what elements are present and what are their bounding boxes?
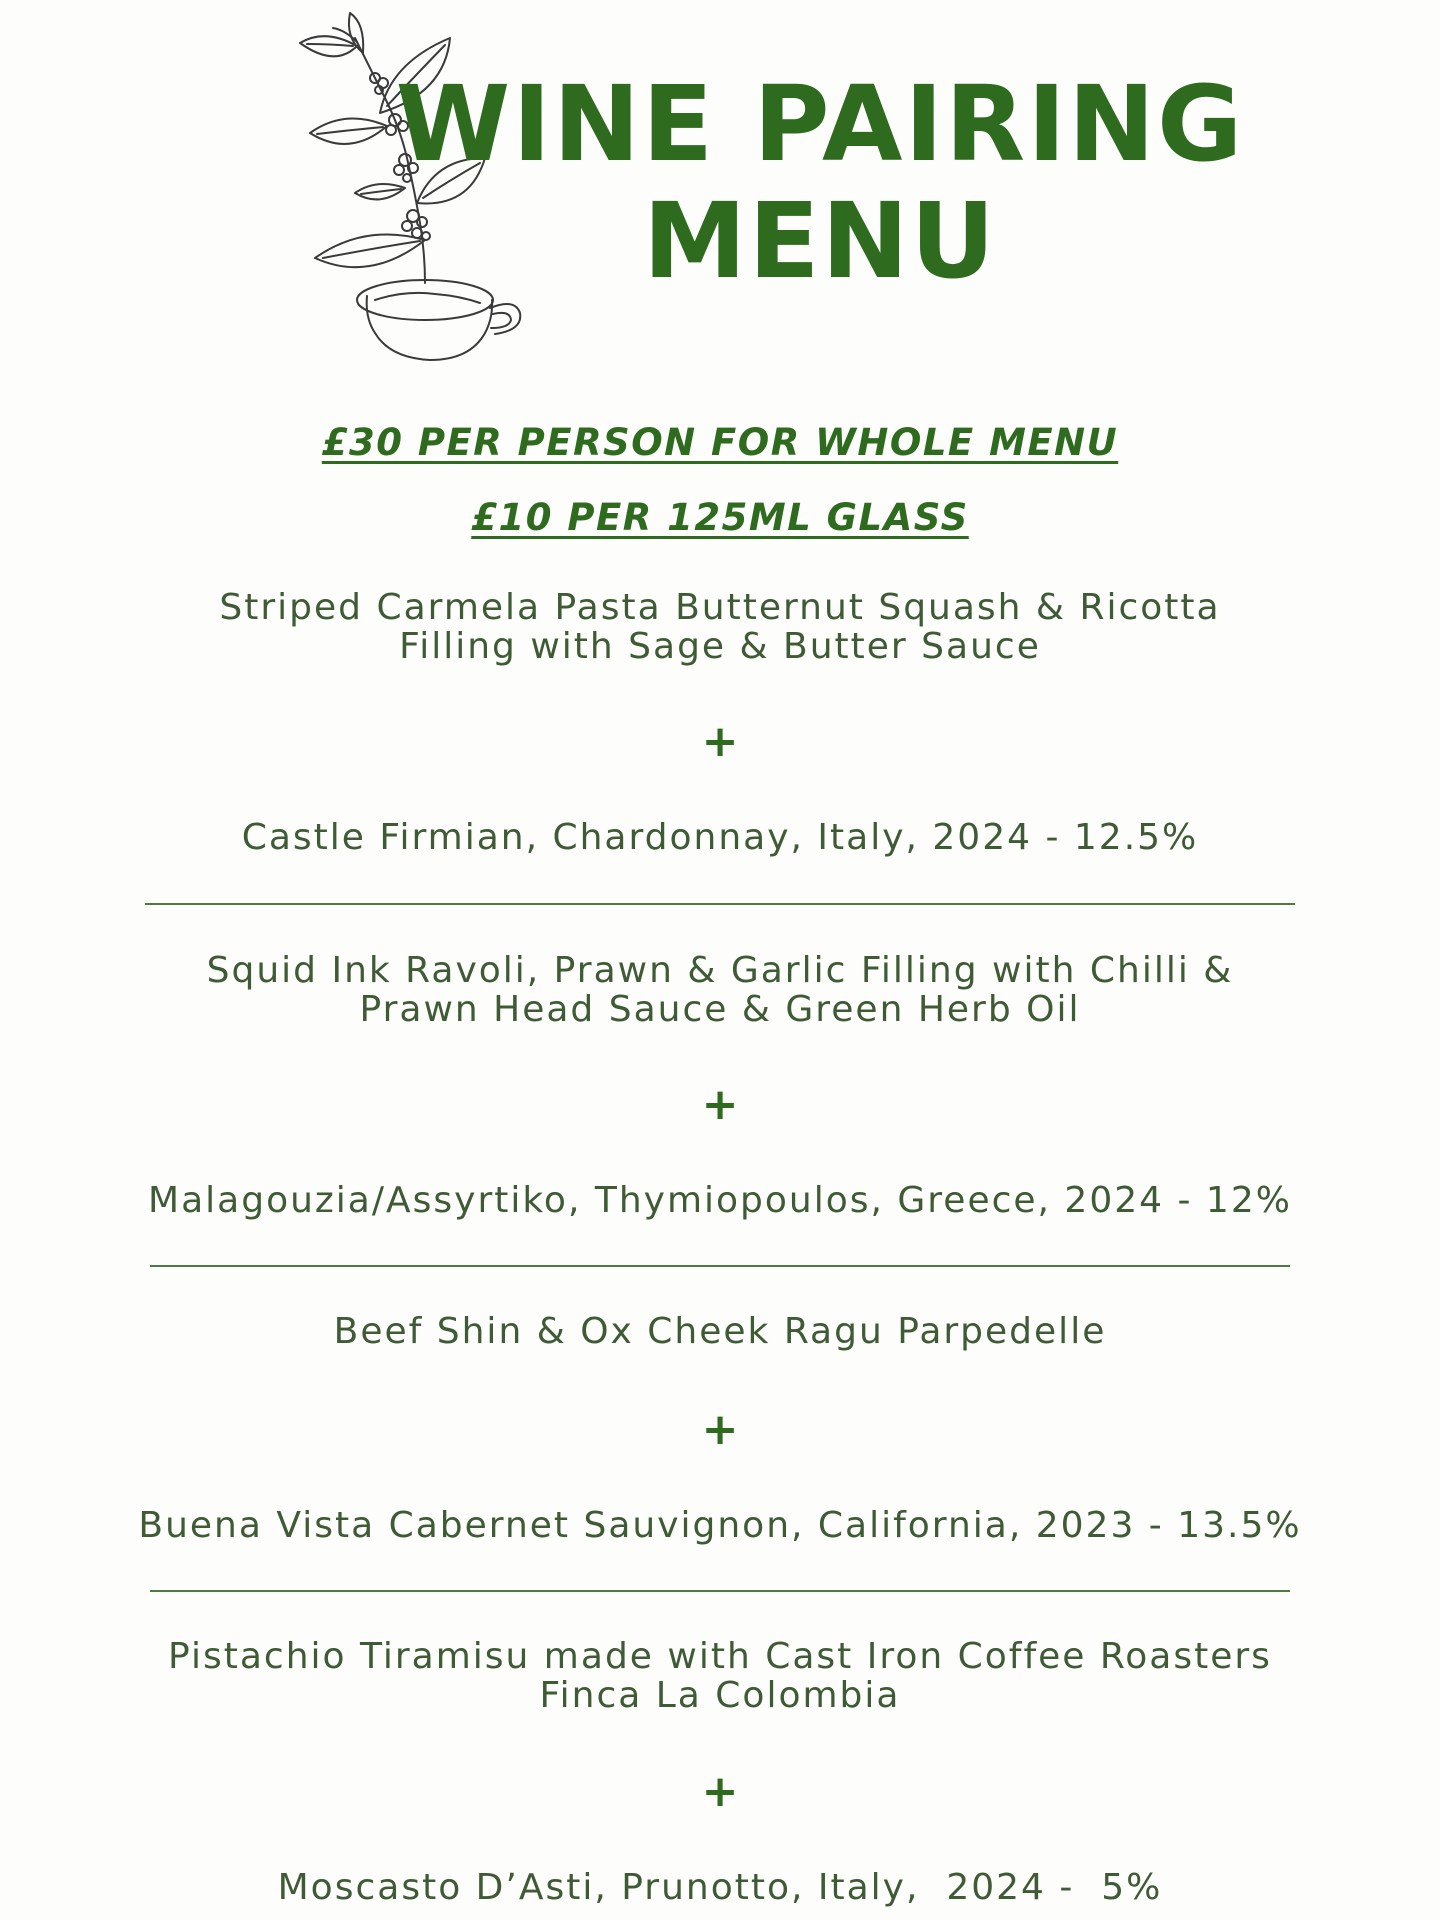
wine-1: Castle Firmian, Chardonnay, Italy, 2024 - 12.5% bbox=[241, 817, 1199, 858]
dish-1-line1: Striped Carmela Pasta Butternut Squash & Ricotta bbox=[219, 587, 1221, 628]
divider bbox=[150, 1590, 1290, 1592]
price-whole-menu: £30 PER PERSON FOR WHOLE MENU bbox=[321, 421, 1119, 464]
price-per-glass: £10 PER 125ML GLASS bbox=[471, 496, 969, 539]
dish-3-line1: Beef Shin & Ox Cheek Ragu Parpedelle bbox=[333, 1311, 1107, 1352]
menu-title-line1: WINE PAIRING bbox=[395, 63, 1245, 185]
menu-title-line2: MENU bbox=[642, 180, 998, 302]
wine-3: Buena Vista Cabernet Sauvignon, California, 2023 - 13.5% bbox=[138, 1505, 1302, 1546]
plus-icon: + bbox=[701, 1766, 739, 1817]
divider bbox=[145, 903, 1295, 905]
dish-4-line2: Finca La Colombia bbox=[539, 1675, 901, 1716]
plus-icon: + bbox=[701, 1079, 739, 1130]
plus-icon: + bbox=[701, 1404, 739, 1455]
wine-2: Malagouzia/Assyrtiko, Thymiopoulos, Greece, 2024 - 12% bbox=[148, 1180, 1292, 1221]
wine-4: Moscasto D’Asti, Prunotto, Italy, 2024 - 5% bbox=[277, 1867, 1163, 1908]
dish-2-line2: Prawn Head Sauce & Green Herb Oil bbox=[359, 989, 1081, 1030]
dish-2-line1: Squid Ink Ravoli, Prawn & Garlic Filling with Chilli & bbox=[206, 950, 1234, 991]
plus-icon: + bbox=[701, 716, 739, 767]
divider bbox=[150, 1265, 1290, 1267]
dish-4-line1: Pistachio Tiramisu made with Cast Iron Coffee Roasters bbox=[168, 1636, 1272, 1677]
dish-1-line2: Filling with Sage & Butter Sauce bbox=[399, 626, 1041, 667]
